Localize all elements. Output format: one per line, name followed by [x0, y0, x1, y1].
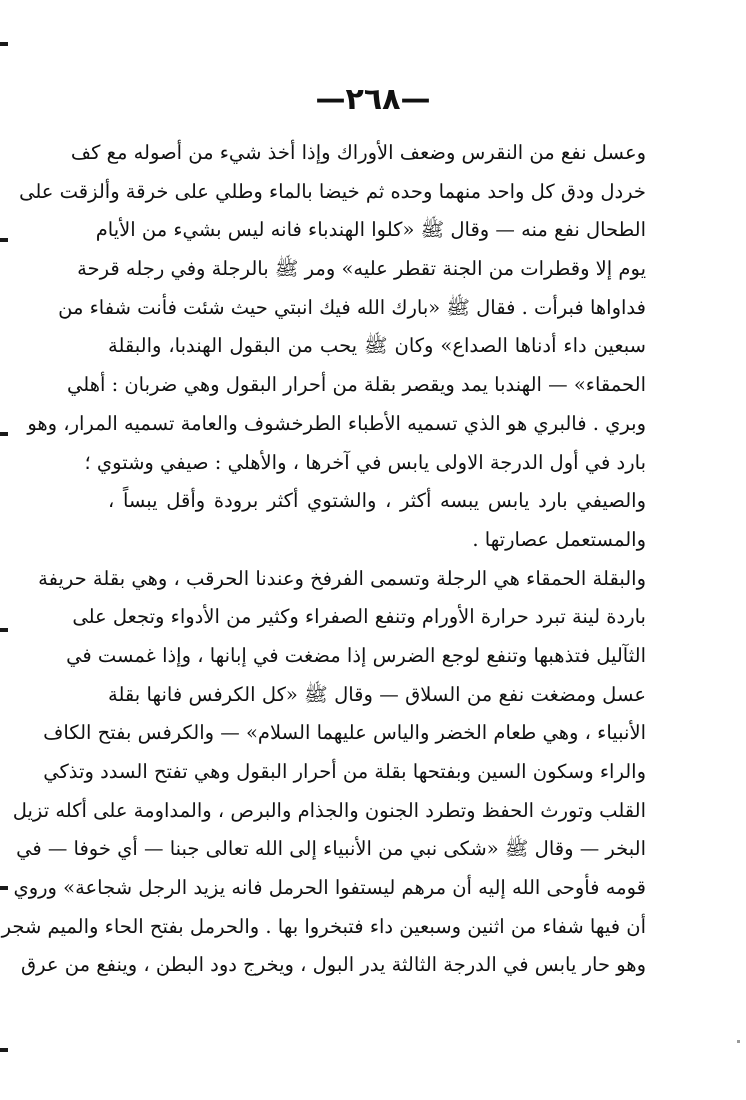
text-line: الطحال نفع منه — وقال ﷺ «كلوا الهندباء فانه ليس بشيء من الأيام: [95, 218, 646, 242]
text-line: البخر — وقال ﷺ «شكى نبي من الأنبياء إلى الله تعالى جبنا — أي خوفا — في: [16, 837, 646, 861]
text-line: باردة لينة تبرد حرارة الأورام وتنفع الصفراء وكثير من الأدواء وتجعل على: [72, 605, 646, 629]
scan-dot: [737, 1040, 740, 1043]
binding-mark: [0, 886, 8, 890]
text-body: [1, 134, 646, 985]
text-line: فداواها فبرأت . فقال ﷺ «بارك الله فيك انبتي حيث شئت فأنت شفاء من: [58, 295, 646, 319]
text-line: الحمقاء» — الهندبا يمد ويقصر بقلة من أحرار البقول وهي ضربان : أهلي: [66, 373, 646, 397]
text-line: قومه فأوحى الله إليه أن مرهم ليستفوا الحرمل فانه يزيد الرجل شجاعة» وروي: [13, 876, 646, 900]
text-line: الثآليل فتذهبها وتنفع لوجع الضرس إذا مضغت في إبانها ، وإذا غمست في: [66, 643, 646, 667]
text-line: وبري . فالبري هو الذي تسميه الأطباء الطرخشوف والعامة تسميه المرار، وهو: [27, 411, 646, 435]
text-line: وعسل نفع من النقرس وضعف الأوراك وإذا أخذ شيء من أصوله مع كف: [70, 141, 646, 164]
binding-mark: [0, 238, 8, 242]
text-line: بارد في أول الدرجة الاولى يابس في آخرها ، والأهلي : صيفي وشتوي ؛: [84, 450, 646, 474]
binding-mark: [0, 628, 8, 632]
binding-mark: [0, 432, 8, 436]
text-line: القلب وتورث الحفظ وتطرد الجنون والجذام والبرص ، والمداومة على أكله تزيل: [12, 798, 646, 822]
paragraph-2: [1, 560, 646, 986]
page-number: —٢٦٨—: [315, 82, 431, 117]
text-line: يوم إلا وقطرات من الجنة تقطر عليه» ومر ﷺ بالرجلة وفي رجله قرحة: [77, 257, 646, 281]
text-line: والبقلة الحمقاء هي الرجلة وتسمى الفرفخ وعندنا الحرقب ، وهي بقلة حريفة: [38, 566, 646, 590]
text-line: خردل ودق كل واحد منهما وحده ثم خيضا بالماء وطلي على خرقة وألزقت على: [19, 179, 646, 203]
binding-mark: [0, 42, 8, 46]
paragraph-1: [19, 134, 646, 560]
text-line: أن فيها شفاء من اثنين وسبعين داء فتبخروا بها . والحرمل بفتح الحاء والميم شجر: [1, 914, 646, 938]
binding-mark: [0, 1048, 8, 1052]
text-line: وهو حار يابس في الدرجة الثالثة يدر البول ، ويخرج دود البطن ، وينفع من عرق: [21, 953, 646, 977]
text-line: عسل ومضغت نفع من السلاق — وقال ﷺ «كل الكرفس فانها بقلة: [108, 682, 646, 706]
text-line: والمستعمل عصارتها .: [472, 527, 646, 551]
text-line: سبعين داء أدناها الصداع» وكان ﷺ يحب من البقول الهندبا، والبقلة: [108, 334, 646, 358]
text-line: والراء وسكون السين وبفتحها بقلة من أحرار البقول وهي تفتح السدد وتذكي: [43, 760, 646, 783]
text-line: الأنبياء ، وهي طعام الخضر والياس عليهما السلام» — والكرفس بفتح الكاف: [43, 721, 646, 745]
text-line: والصيفي بارد يابس يبسه أكثر ، والشتوي أكثر برودة وأقل يبساً ،: [108, 489, 646, 513]
